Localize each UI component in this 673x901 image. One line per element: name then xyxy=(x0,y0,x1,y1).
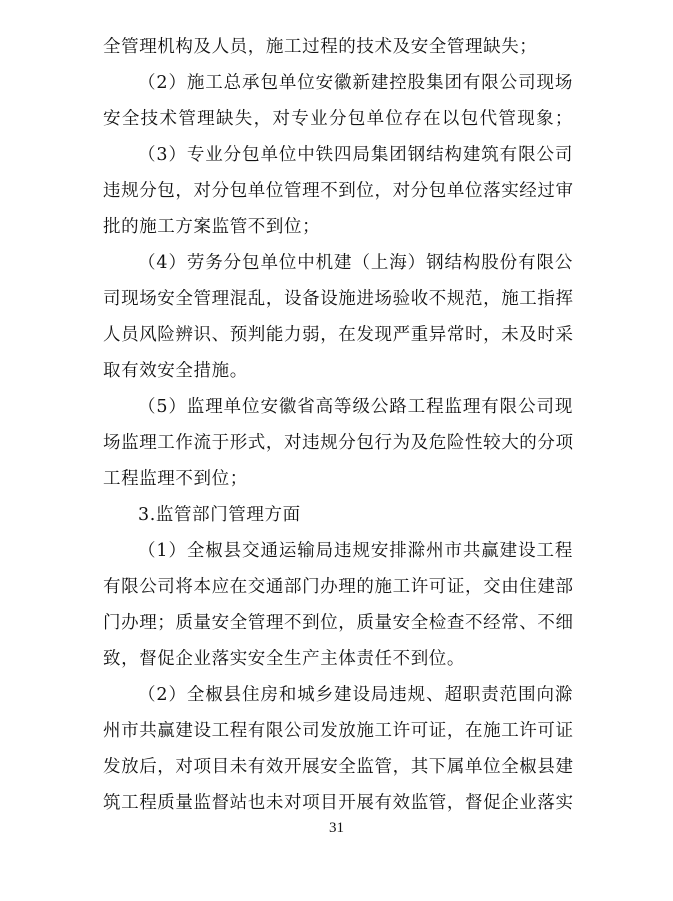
text-line: 筑工程质量监督站也未对项目开展有效监管，督促企业落实 xyxy=(103,793,574,813)
text-line: （1）全椒县交通运输局违规安排滁州市共赢建设工程 xyxy=(138,541,573,561)
text-line: 人员风险辨识、预判能力弱，在发现严重异常时，未及时采 xyxy=(103,325,574,345)
text-line: 安全技术管理缺失，对专业分包单位存在以包代管现象； xyxy=(103,109,573,129)
text-line: （4）劳务分包单位中机建（上海）钢结构股份有限公 xyxy=(138,253,573,273)
text-line: 有限公司将本应在交通部门办理的施工许可证，交由住建部 xyxy=(103,577,574,597)
text-line: 取有效安全措施。 xyxy=(103,361,248,381)
text-line: 批的施工方案监管不到位； xyxy=(103,217,321,237)
text-line: 场监理工作流于形式，对违规分包行为及危险性较大的分项 xyxy=(103,433,574,453)
text-line: 违规分包，对分包单位管理不到位，对分包单位落实经过审 xyxy=(103,181,574,201)
text-line: 全管理机构及人员，施工过程的技术及安全管理缺失； xyxy=(103,37,538,57)
text-line: （2）全椒县住房和城乡建设局违规、超职责范围向滁 xyxy=(138,685,573,705)
text-line: 3.监管部门管理方面 xyxy=(138,505,301,525)
body-text xyxy=(103,29,573,821)
page-number: 31 xyxy=(329,820,344,836)
text-line: 发放后，对项目未有效开展安全监管，其下属单位全椒县建 xyxy=(103,757,574,777)
text-line: （5）监理单位安徽省高等级公路工程监理有限公司现 xyxy=(138,397,573,417)
text-line: 致，督促企业落实安全生产主体责任不到位。 xyxy=(103,649,465,669)
text-line: 门办理；质量安全管理不到位，质量安全检查不经常、不细 xyxy=(103,613,574,633)
text-line: 司现场安全管理混乱，设备设施进场验收不规范，施工指挥 xyxy=(103,289,574,309)
text-line: （3）专业分包单位中铁四局集团钢结构建筑有限公司 xyxy=(138,145,573,165)
text-line: 州市共赢建设工程有限公司发放施工许可证，在施工许可证 xyxy=(103,721,574,741)
text-line: （2）施工总承包单位安徽新建控股集团有限公司现场 xyxy=(138,73,573,93)
text-line: 工程监理不到位； xyxy=(103,469,248,489)
